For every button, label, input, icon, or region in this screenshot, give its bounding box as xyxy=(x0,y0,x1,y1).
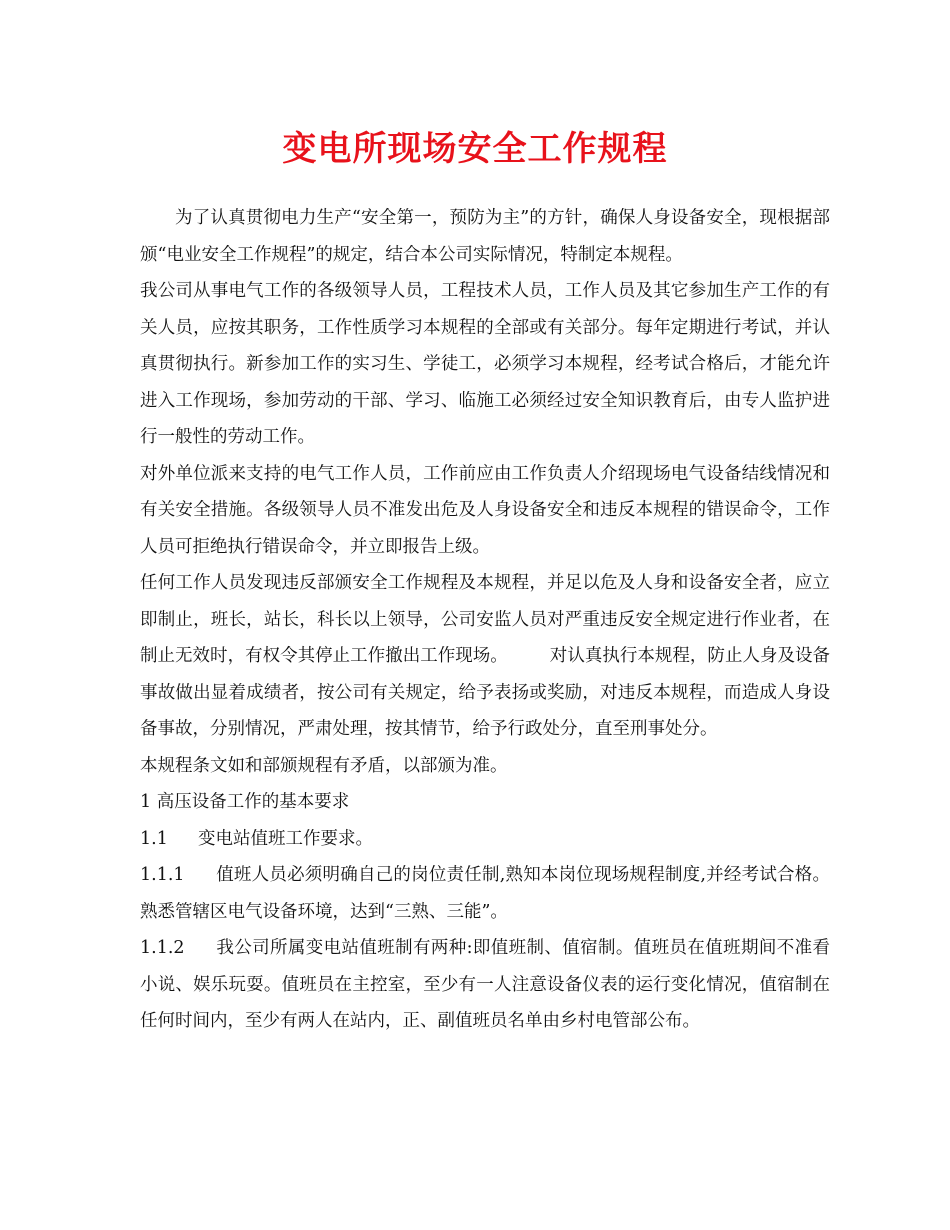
section-text: 值班人员必须明确自己的岗位责任制,熟知本岗位现场规程制度,并经考试合格。熟悉管辖区电气设备环境，达到“三熟、三能”。 xyxy=(140,865,830,922)
paragraph-violations xyxy=(140,565,830,748)
section-1-1-1 xyxy=(140,857,830,930)
section-text: 高压设备工作的基本要求 xyxy=(156,792,350,812)
section-number: 1 xyxy=(140,792,152,812)
document-title: 变电所现场安全工作规程 xyxy=(282,129,668,169)
section-heading-1 xyxy=(140,784,830,821)
paragraph-precedence: 本规程条文如和部颁规程有矛盾，以部颁为准。 xyxy=(140,755,508,776)
paragraph-purpose: 为了认真贯彻电力生产“安全第一，预防为主”的方针，确保人身设备安全，现根据部颁“电业安全工作规程”的规定，结合本公司实际情况，特制定本规程。 xyxy=(140,208,830,265)
paragraph-external-staff: 对外单位派来支持的电气工作人员，工作前应由工作负责人介绍现场电气设备结线情况和有关安全措施。各级领导人员不准发出危及人身设备安全和违反本规程的错误命令，工作人员可拒绝执行错误命令，并立即报告上级。 xyxy=(140,463,830,557)
section-1-1-2 xyxy=(140,930,830,1040)
document-body xyxy=(140,200,830,1040)
paragraph-rewards-text: 对认真执行本规程，防止人身及设备事故做出显着成绩者，按公司有关规定，给予表扬或奖励，对违反本规程，而造成人身设备事故，分别情况，严肃处理，按其情节，给予行政处分，直至刑事处分。 xyxy=(140,646,831,739)
section-number: 1.1 xyxy=(140,828,168,849)
paragraph-scope: 我公司从事电气工作的各级领导人员，工程技术人员，工作人员及其它参加生产工作的有关人员，应按其职务，工作性质学习本规程的全部或有关部分。每年定期进行考试，并认真贯彻执行。新参加工作的实习生、学徒工，必须学习本规程，经考试合格后，才能允许进入工作现场，参加劳动的干部、学习、临施工必须经过安全知识教育后，由专人监护进行一般性的劳动工作。 xyxy=(140,281,830,447)
section-text: 我公司所属变电站值班制有两种:即值班制、值宿制。值班员在值班期间不准看小说、娱乐玩耍。值班员在主控室，至少有一人注意设备仪表的运行变化情况，值宿制在任何时间内，至少有两人在站内，正、副值班员名单由乡村电管部公布。 xyxy=(140,938,830,1031)
section-text: 变电站值班工作要求。 xyxy=(198,828,373,849)
section-number: 1.1.1 xyxy=(140,865,185,885)
paragraph-violations-text: 任何工作人员发现违反部颁安全工作规程及本规程，并足以危及人身和设备安全者，应立即制止，班长，站长，科长以上领导，公司安监人员对严重违反安全规定进行作业者，在制止无效时，有权令其停止工作撤出工作现场。 xyxy=(140,573,830,666)
section-heading-1-1 xyxy=(140,821,830,858)
section-number: 1.1.2 xyxy=(140,938,185,958)
